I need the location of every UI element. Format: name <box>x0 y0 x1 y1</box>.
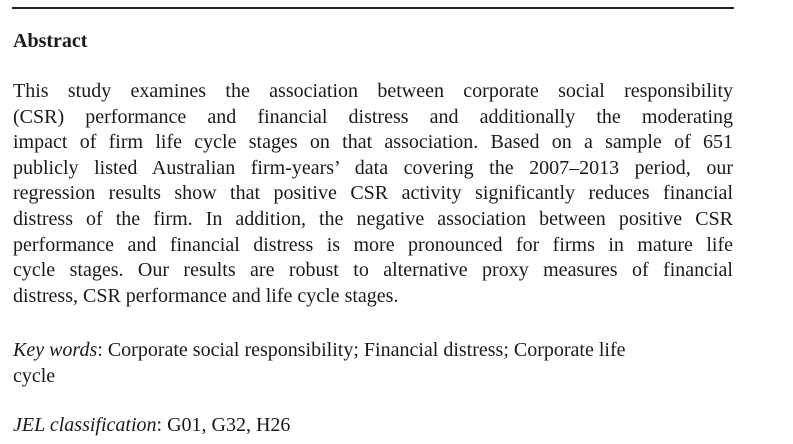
abstract-line: regression results show that positive CSR activity significantly reduces financial <box>13 182 733 205</box>
keywords-text: Corporate social responsibility; Financial distress; Corporate life <box>102 339 626 361</box>
keywords-label: Key words <box>13 339 98 361</box>
keywords <box>13 337 733 389</box>
abstract-line: distress, CSR performance and life cycle stages. <box>13 284 399 307</box>
top-rule <box>12 7 734 9</box>
jel-classification <box>13 412 733 438</box>
keywords-text-continued: cycle <box>13 365 56 387</box>
abstract-body <box>13 79 733 309</box>
keywords-line <box>13 337 733 363</box>
abstract-line: publicly listed Australian firm-years’ data covering the 2007–2013 period, our <box>13 156 733 179</box>
jel-codes: G01, G32, H26 <box>162 414 291 436</box>
abstract-line: performance and financial distress is more pronounced for firms in mature life <box>13 233 733 256</box>
abstract-heading: Abstract <box>13 30 88 52</box>
jel-label: JEL classification <box>13 414 157 436</box>
abstract-line: impact of firm life cycle stages on that association. Based on a sample of 651 <box>13 131 733 154</box>
abstract-line: (CSR) performance and financial distress and additionally the moderating <box>13 105 733 128</box>
jel-separator: : <box>156 414 163 436</box>
abstract-line: cycle stages. Our results are robust to alternative proxy measures of financial <box>13 259 733 282</box>
keywords-separator: : <box>97 339 103 361</box>
abstract-line: This study examines the association between corporate social responsibility <box>13 80 733 102</box>
abstract-line: distress of the firm. In addition, the negative association between positive CSR <box>13 207 733 230</box>
